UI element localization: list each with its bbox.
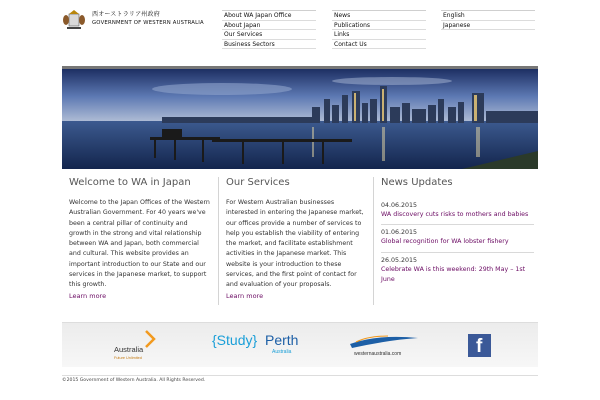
westernaustralia-com-logo[interactable] (348, 332, 422, 360)
australia-word: Australia (114, 345, 144, 354)
news-heading: News Updates (381, 177, 453, 188)
news-title-link[interactable]: WA discovery cuts risks to mothers and babies (381, 211, 529, 218)
news-title-link[interactable]: Celebrate WA is this weekend: 29th May – 1st June (381, 265, 526, 283)
nav-publications[interactable]: Publications (332, 21, 426, 31)
study-word: {Study} (212, 332, 258, 348)
nav-language (441, 10, 535, 30)
news-item (381, 225, 534, 252)
perth-skyline-banner (62, 66, 538, 169)
nav-links[interactable]: Links (332, 30, 426, 40)
australia-unlimited-logo[interactable] (112, 329, 162, 363)
nav-secondary (332, 10, 426, 49)
partner-logos-band (62, 322, 538, 367)
welcome-heading: Welcome to WA in Japan (69, 177, 191, 188)
facebook-letter: f (476, 336, 483, 357)
facebook-icon[interactable] (468, 334, 491, 357)
services-body: For Western Australian businesses interested in entering the Japanese market, our offices provide a number of services to help you establish the viability of entering the market, and facilitate establishment activities in the Japanese market. This website is your introduction to these services, and the first point of contact for and evaluation of your proposals. (226, 199, 364, 289)
services-section (218, 177, 366, 305)
welcome-learn-more-link[interactable]: Learn more (69, 291, 107, 300)
nav-about-japan[interactable]: About Japan (222, 21, 316, 31)
coat-of-arms-icon (62, 9, 86, 31)
nav-our-services[interactable]: Our Services (222, 30, 316, 40)
perth-word: Perth (265, 332, 299, 348)
news-item (381, 198, 534, 225)
news-section (373, 177, 538, 305)
nav-contact-us[interactable]: Contact Us (332, 40, 426, 50)
language-english[interactable]: English (441, 11, 535, 21)
wa-swoosh-icon (348, 332, 422, 350)
logo-japanese-text: 西オーストラリア州政府 (92, 11, 160, 18)
wa-government-logo[interactable] (62, 9, 212, 31)
services-learn-more-link[interactable]: Learn more (226, 291, 264, 300)
news-date: 01.06.2015 (381, 229, 418, 237)
services-heading: Our Services (226, 177, 290, 188)
news-list (381, 198, 534, 289)
news-date: 26.05.2015 (381, 256, 418, 264)
news-title-link[interactable]: Global recognition for WA lobster fishery (381, 238, 509, 246)
nav-business-sectors[interactable]: Business Sectors (222, 40, 316, 50)
logo-english-text: GOVERNMENT OF WESTERN AUSTRALIA (92, 20, 204, 26)
future-unlimited-tag: Future Unlimited (114, 356, 142, 360)
news-date: 04.06.2015 (381, 202, 418, 209)
study-perth-logo[interactable] (212, 332, 312, 360)
nav-news[interactable]: News (332, 11, 426, 21)
wa-site-text: westernaustralia.com (354, 351, 402, 357)
welcome-body: Welcome to the Japan Offices of the Western Australian Government. For 40 years we've been a central pillar of continuity and growth in the strong and vital relationship between WA and Japan, both commercial and cultural. This website provides an important introduction to our State and our services in the Japanese market, to support this growth. (69, 199, 210, 289)
study-perth-subtext: Australia (272, 349, 292, 355)
language-japanese[interactable]: Japanese (441, 21, 535, 31)
welcome-section (62, 177, 210, 305)
news-item (381, 253, 534, 290)
skyline-photo (62, 69, 538, 169)
nav-about-wa-japan-office[interactable]: About WA Japan Office (222, 11, 316, 21)
nav-main (222, 10, 316, 49)
copyright-notice: ©2015 Government of Western Australia. All Rights Reserved. (62, 375, 538, 383)
